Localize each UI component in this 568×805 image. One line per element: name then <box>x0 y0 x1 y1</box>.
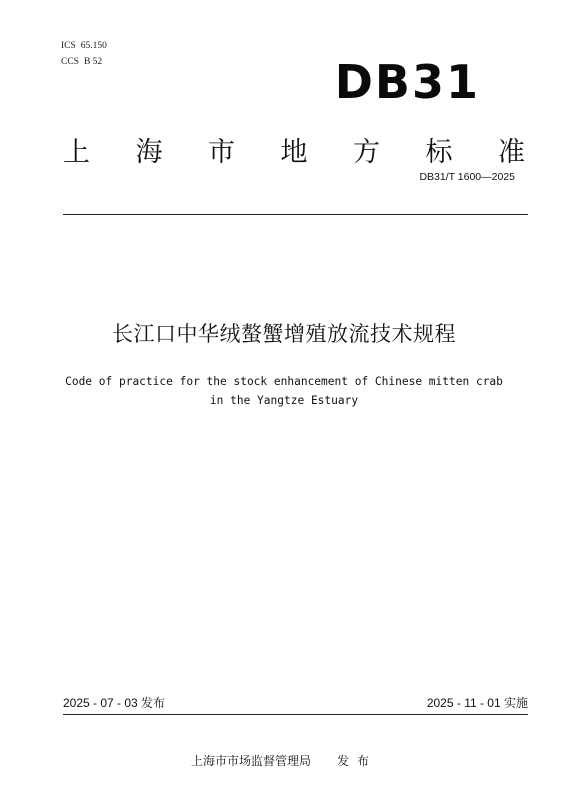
standard-type-char: 方 <box>353 137 380 168</box>
standard-type-char: 上 <box>63 137 90 168</box>
classification-codes <box>61 38 107 70</box>
ics-code <box>61 38 107 54</box>
standard-type-char: 准 <box>498 137 525 168</box>
document-title-chinese: 长江口中华绒螯蟹增殖放流技术规程 <box>112 322 456 346</box>
english-title-line-1: Code of practice for the stock enhancement of Chinese mitten crab <box>65 375 503 388</box>
ics-value: 65.150 <box>80 41 107 51</box>
standard-type-title <box>63 136 525 170</box>
standard-type-char: 地 <box>280 137 308 168</box>
ccs-code <box>61 54 107 70</box>
footer-divider <box>63 714 528 715</box>
ics-label: ICS <box>61 41 76 51</box>
publisher-line <box>0 752 568 769</box>
publish-action: 发布 <box>337 754 378 768</box>
implementation-date: 2025 - 11 - 01 实施 <box>426 696 528 710</box>
standard-type-char: 市 <box>208 137 235 168</box>
standard-type-char: 海 <box>135 137 163 168</box>
standard-type-char: 标 <box>425 137 453 168</box>
document-title-english <box>0 372 568 410</box>
ccs-label: CCS <box>61 57 79 67</box>
header-divider <box>63 214 528 215</box>
english-title-line-2: in the Yangtze Estuary <box>209 394 359 407</box>
issue-date: 2025 - 07 - 03 发布 <box>63 696 166 710</box>
standard-number: DB31/T 1600—2025 <box>419 171 515 183</box>
issuing-authority: 上海市市场监督管理局 <box>190 754 311 768</box>
db31-logo: DB31 <box>334 55 480 109</box>
ccs-value: B 52 <box>83 57 103 67</box>
